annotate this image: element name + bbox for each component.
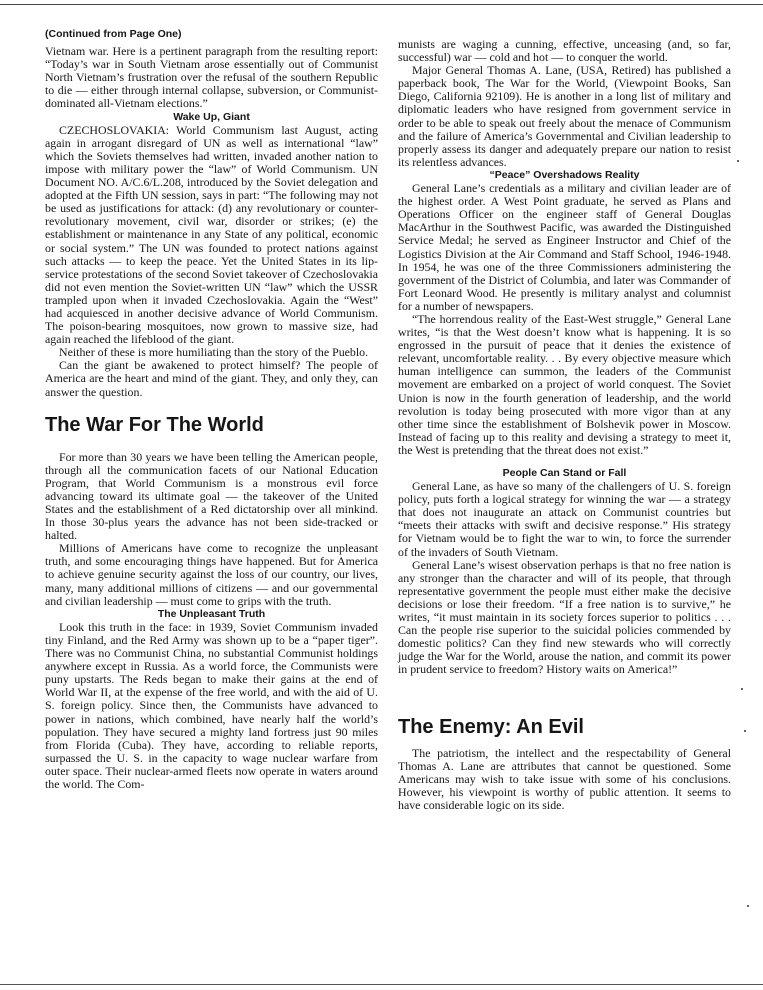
paragraph: “The horrendous reality of the East-West struggle,” General Lane writes, “is that the West doesn’t know what is happening. It is so engrossed in the pursuit of peace that it denies the existence of relevant, uncomfortable reality. . . By every objective measure which human intelligence can summon, the leaders of the Communist movement are embarked on a project of world conquest. The Soviet Union is now in the fourth generation of leadership, and the world revolution is today being prosecuted with more vigor than at any other time since the establishment of Bolshevik power in Moscow. Instead of facing up to this reality and devising a strategy to meet it, the West is pretending that the threat does not exist.”: [398, 311, 731, 457]
continued-note: (Continued from Page One): [45, 28, 182, 40]
paragraph: CZECHOSLOVAKIA: World Communism last August, acting again in arrogant disregard of UN as well as international “law” which the Soviets themselves had written, invaded another nation to impose with military power the “law” of World Communism. UN Document NO. A/C.6/L.208, introduced by the Soviet delegation and adopted at the Fifth UN session, says in part: “The following may not be used as justifications for attack: (d) any revolutionary or counter-revolutionary movement, civil war, disorder or strikes; (e) the establishment or maintenance in any State of any political, economic or social system.” The UN was founded to protect nations against such attacks — to keep the peace. Yet the United States in its lip-service protestations of the second Soviet takeover of Czechoslovakia did not even mention the Soviet-written UN “law” which the USSR trampled upon when it invaded Czechoslovakia. Again the “West” had acquiesced in another decisive advance of World Communism. The poison-bearing mosquitoes, now grown to massive size, had again reached the lifeblood of the giant.: [45, 122, 378, 347]
heading-war-for-the-world: The War For The World: [45, 413, 264, 436]
paragraph: munists are waging a cunning, effective, unceasing (and, so far, successful) war — cold and hot — to conquer the world.: [398, 37, 731, 65]
paragraph: Can the giant be awakened to protect himself? The people of America are the heart and mind of the giant. They, and only they, can answer the question.: [45, 358, 378, 399]
left-column: [45, 28, 378, 791]
heading-enemy-an-evil: The Enemy: An Evil: [398, 715, 584, 738]
top-rule: [0, 0, 763, 5]
paragraph: General Lane’s wisest observation perhaps is that no free nation is any stronger than the character and will of its people, that through representative government the people must either make the decisive decisions or lose their freedom. “If a free nation is to survive,” he writes, “it must maintain in its society forces superior to politics . . . Can the people rise superior to the suicidal policies commended by domestic politics? Can they find new stewards who will correctly judge the War for the World, arouse the nation, and commit its power in prudent service to freedom? History waits on America!”: [398, 557, 731, 677]
paragraph: Major General Thomas A. Lane, (USA, Retired) has published a paperback book, The War for the World, (Viewpoint Books, San Diego, California 92109). He is another in a long list of military and diplomatic leaders who have resigned from government service in order to be able to speak out freely about the menace of Communism and the failure of America’s Governmental and Civilian leadership to properly assess its danger and adequately prepare our nation to resist its relentless advances.: [398, 63, 731, 169]
paragraph: General Lane, as have so many of the challengers of U. S. foreign policy, puts forth a logical strategy for winning the war — a strategy that does not inaugurate an attack on Communist countries but “meets their attacks with swift and decisive response.” His strategy for Vietnam would be to fight the war to win, to force the surrender of the invaders of South Vietnam.: [398, 479, 731, 559]
paragraph: Vietnam war. Here is a pertinent paragraph from the resulting report: “Today’s war in South Vietnam arose essentially out of Communist North Vietnam’s frustration over the refusal of the southern Republic to die — either through internal collapse, subversion, or Communist-dominated all-Vietnam elections.”: [45, 44, 378, 111]
subheading-peace-overshadows-reality: “Peace” Overshadows Reality: [489, 168, 640, 181]
subheading-unpleasant-truth: The Unpleasant Truth: [157, 607, 266, 620]
paragraph: General Lane’s credentials as a military and civilian leader are of the highest order. A West Point graduate, he served as Plans and Operations Officer on the engineer staff of General Douglas MacArthur in the Southwest Pacific, was awarded the Distinguished Service Medal; he served as Engineer Instructor and Chief of the Logistics Division at the Air Command and Staff School, 1946-1948. In 1954, he was one of the three Commissioners administering the government of the District of Columbia, and later was Commander of Fort Leonard Wood. He presently is military analyst and columnist for a number of newspapers.: [398, 181, 731, 313]
subheading-people-can-stand-or-fall: People Can Stand or Fall: [502, 467, 627, 479]
right-column: [398, 28, 731, 812]
paragraph: The patriotism, the intellect and the respectability of General Thomas A. Lane are attributes that cannot be questioned. Some Americans may wish to take issue with some of his conclusions. However, his viewpoint is worthy of public attention. It seems to have considerable logic on its side.: [398, 745, 731, 812]
paragraph: Look this truth in the face: in 1939, Soviet Communism invaded tiny Finland, and the Red Army was shown up to be a “paper tiger”. There was no Communist China, no substantial Communist holdings anywhere except in Russia. As a world force, the Communists were puny upstarts. The Reds began to make their gains at the end of World War II, at the expense of the free world, and with the aid of U. S. foreign policy. Since then, the Communists have advanced to power in nations, which combined, have nearly half the world’s population. They have secured a mighty land fortress just 90 miles from Florida (Cuba). They have, according to reliable reports, surpassed the U. S. in the capacity to wage nuclear warfare from outer space. Their nuclear-armed fleets now operate in waters around the world. The Com-: [45, 619, 378, 791]
subheading-wake-up-giant: Wake Up, Giant: [173, 110, 250, 123]
paragraph: Millions of Americans have come to recognize the unpleasant truth, and some encouraging things have happened. But for America to achieve genuine security against the loss of our country, our lives, many, many additional millions of citizens — and our governmental and civilian leadership — must come to grips with the truth.: [45, 541, 378, 608]
bottom-rule: [0, 984, 763, 985]
paragraph: Neither of these is more humiliating than the story of the Pueblo.: [59, 345, 369, 360]
paragraph: For more than 30 years we have been telling the American people, through all the communication facets of our National Education Program, that World Communism is a monstrous evil force advancing toward its ultimate goal — the takeover of the United States and the establishment of a Red dictatorship over all minkind. In those 30-plus years the advance has not been side-tracked or halted.: [45, 449, 378, 543]
